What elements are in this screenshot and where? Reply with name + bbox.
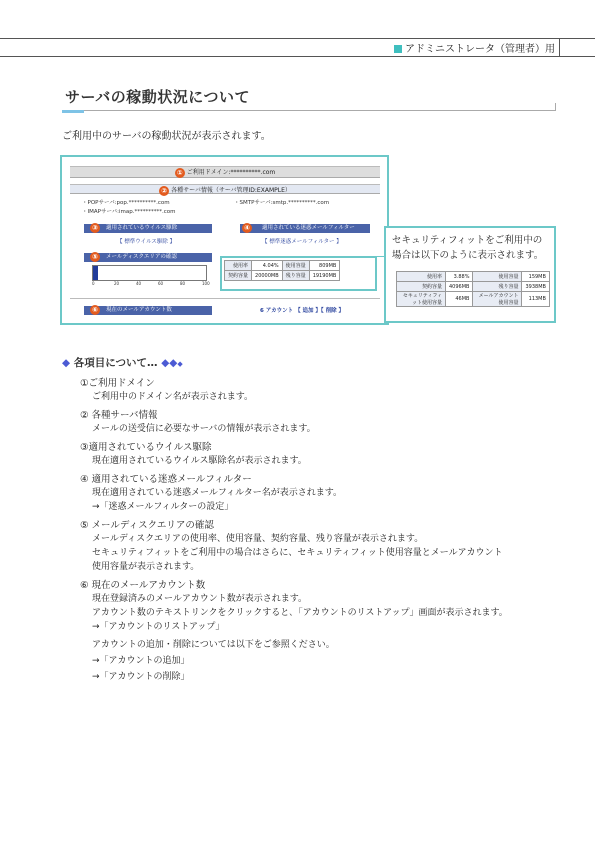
item-head: ③適用されているウイルス駆除 <box>80 442 212 453</box>
status-screen-image <box>60 155 389 325</box>
table-cell: 契約容量 <box>225 271 252 281</box>
security-fit-callout <box>384 226 556 323</box>
gauge-tick-label: 100 <box>202 281 210 286</box>
intro-text: ご利用中のサーバの稼動状況が表示されます。 <box>62 131 271 142</box>
diamond-icon: ◆◆ <box>161 357 178 369</box>
table-cell: 残り容量 <box>473 282 522 292</box>
disk-gauge <box>92 265 207 281</box>
circle-4: ④ <box>242 223 252 233</box>
item-head: ⑤ メールディスクエリアの確認 <box>80 520 214 531</box>
item-line: アカウントの追加・削除については以下をご参照ください。 <box>92 640 335 650</box>
disk-bar: メールディスクエリアの確認 <box>84 253 212 262</box>
circle-5: ⑤ <box>90 252 100 262</box>
table-cell: 使用率 <box>225 261 252 271</box>
item-line: メールディスクエリアの使用率、使用容量、契約容量、残り容量が表示されます。 <box>92 534 424 544</box>
account-bar: 現在のメールアカウント数 <box>84 306 212 315</box>
table-row <box>397 272 550 282</box>
item-line: メールの送受信に必要なサーバの情報が表示されます。 <box>92 424 316 434</box>
circle-1: ① <box>175 168 185 178</box>
header-rule-top <box>0 38 595 39</box>
callout-line: 場合は以下のように表示されます。 <box>392 250 544 261</box>
section-title: 各項目について… <box>73 357 158 369</box>
item-line: ご利用中のドメイン名が表示されます。 <box>92 392 254 402</box>
smtp-server: ・SMTPサーバ:smtp.**********.com <box>234 200 330 206</box>
gauge-tick-label: 40 <box>136 281 142 286</box>
spam-link[interactable]: 【 標準迷惑メールフィルター 】 <box>262 239 342 245</box>
domain-bar <box>70 166 380 178</box>
table-cell: 4.04% <box>252 261 283 271</box>
item-link[interactable]: →「アカウントの削除」 <box>92 672 190 682</box>
title-underline-end <box>555 103 556 111</box>
gauge-tick-label: 60 <box>158 281 164 286</box>
table-cell: 20000MB <box>252 271 283 281</box>
table-cell: 4096MB <box>446 282 473 292</box>
table-cell: 159MB <box>522 272 549 282</box>
item-line: 現在適用されている迷惑メールフィルター名が表示されます。 <box>92 488 343 498</box>
virus-link[interactable]: 【 標準ウイルス駆除 】 <box>117 239 176 245</box>
disk-gauge-fill <box>93 266 98 280</box>
account-count-link[interactable]: 6 アカウント 【 追加 】【 削除 】 <box>260 308 345 314</box>
diamond-icon: ◆ <box>177 360 183 368</box>
highlight-frame <box>220 256 377 291</box>
table-cell: 使用容量 <box>282 261 309 271</box>
item-link[interactable]: →「迷惑メールフィルターの設定」 <box>92 502 234 512</box>
item-head: ①ご利用ドメイン <box>80 378 155 389</box>
table-cell: 809MB <box>309 261 340 271</box>
table-row <box>397 292 550 307</box>
item-head: ② 各種サーバ情報 <box>80 410 158 421</box>
callout-table <box>396 271 550 307</box>
domain-bar-text: ご利用ドメイン:**********.com <box>186 169 276 176</box>
callout-text <box>392 233 543 263</box>
gauge-ticks <box>92 281 210 289</box>
table-cell: 使用容量 <box>473 272 522 282</box>
server-bar <box>70 184 380 194</box>
pop-server: ・POPサーバ:pop.**********.com <box>82 200 170 206</box>
page-title: サーバの稼動状況について <box>65 88 250 106</box>
circle-3: ③ <box>90 223 100 233</box>
server-bar-text: 各種サーバ情報（サーバ管理ID:EXAMPLE） <box>171 187 291 194</box>
table-cell: 113MB <box>522 292 549 307</box>
table-cell: 残り容量 <box>282 271 309 281</box>
header-rule-right <box>559 38 560 57</box>
divider <box>70 298 380 299</box>
item-line: セキュリティフィットをご利用中の場合はさらに、セキュリティフィット使用容量とメールアカウント <box>92 548 503 558</box>
diamond-icon: ◆ <box>62 357 71 369</box>
table-row <box>397 282 550 292</box>
table-cell: 3.88% <box>446 272 473 282</box>
table-cell: 契約容量 <box>397 282 446 292</box>
header-rule-bottom <box>0 56 595 57</box>
table-cell: 46MB <box>446 292 473 307</box>
item-line: 現在登録済みのメールアカウント数が表示されます。 <box>92 594 308 604</box>
circle-6: ⑥ <box>90 305 100 315</box>
gauge-tick-label: 80 <box>180 281 186 286</box>
square-icon <box>394 45 402 53</box>
title-underline <box>62 110 555 111</box>
section-heading <box>62 355 183 370</box>
gauge-tick-label: 20 <box>114 281 120 286</box>
table-cell: 使用率 <box>397 272 446 282</box>
table-cell: 3938MB <box>522 282 549 292</box>
table-cell: メールアカウント使用容量 <box>473 292 522 307</box>
item-link[interactable]: →「アカウントのリストアップ」 <box>92 622 225 632</box>
imap-server: ・IMAPサーバ:imap.**********.com <box>82 209 176 215</box>
table-cell: セキュリティフィット使用容量 <box>397 292 446 307</box>
title-accent <box>62 110 84 113</box>
item-link[interactable]: →「アカウントの追加」 <box>92 656 190 666</box>
spam-bar: 適用されている迷惑メールフィルター <box>240 224 370 233</box>
item-head: ⑥ 現在のメールアカウント数 <box>80 580 206 591</box>
item-line: アカウント数のテキストリンクをクリックすると､「アカウントのリストアップ」画面が表示されます。 <box>92 608 508 618</box>
callout-line: セキュリティフィットをご利用中の <box>392 235 543 246</box>
audience-label <box>394 40 555 55</box>
item-head: ④ 適用されている迷惑メールフィルター <box>80 474 252 485</box>
item-line: 使用容量が表示されます。 <box>92 562 200 572</box>
item-line: 現在適用されているウイルス駆除名が表示されます。 <box>92 456 307 466</box>
gauge-tick-label: 0 <box>92 281 95 286</box>
virus-bar: 適用されているウイルス駆除 <box>84 224 212 233</box>
table-cell: 19190MB <box>309 271 340 281</box>
audience-text: アドミニストレータ（管理者）用 <box>405 44 555 55</box>
circle-2: ② <box>159 186 169 196</box>
